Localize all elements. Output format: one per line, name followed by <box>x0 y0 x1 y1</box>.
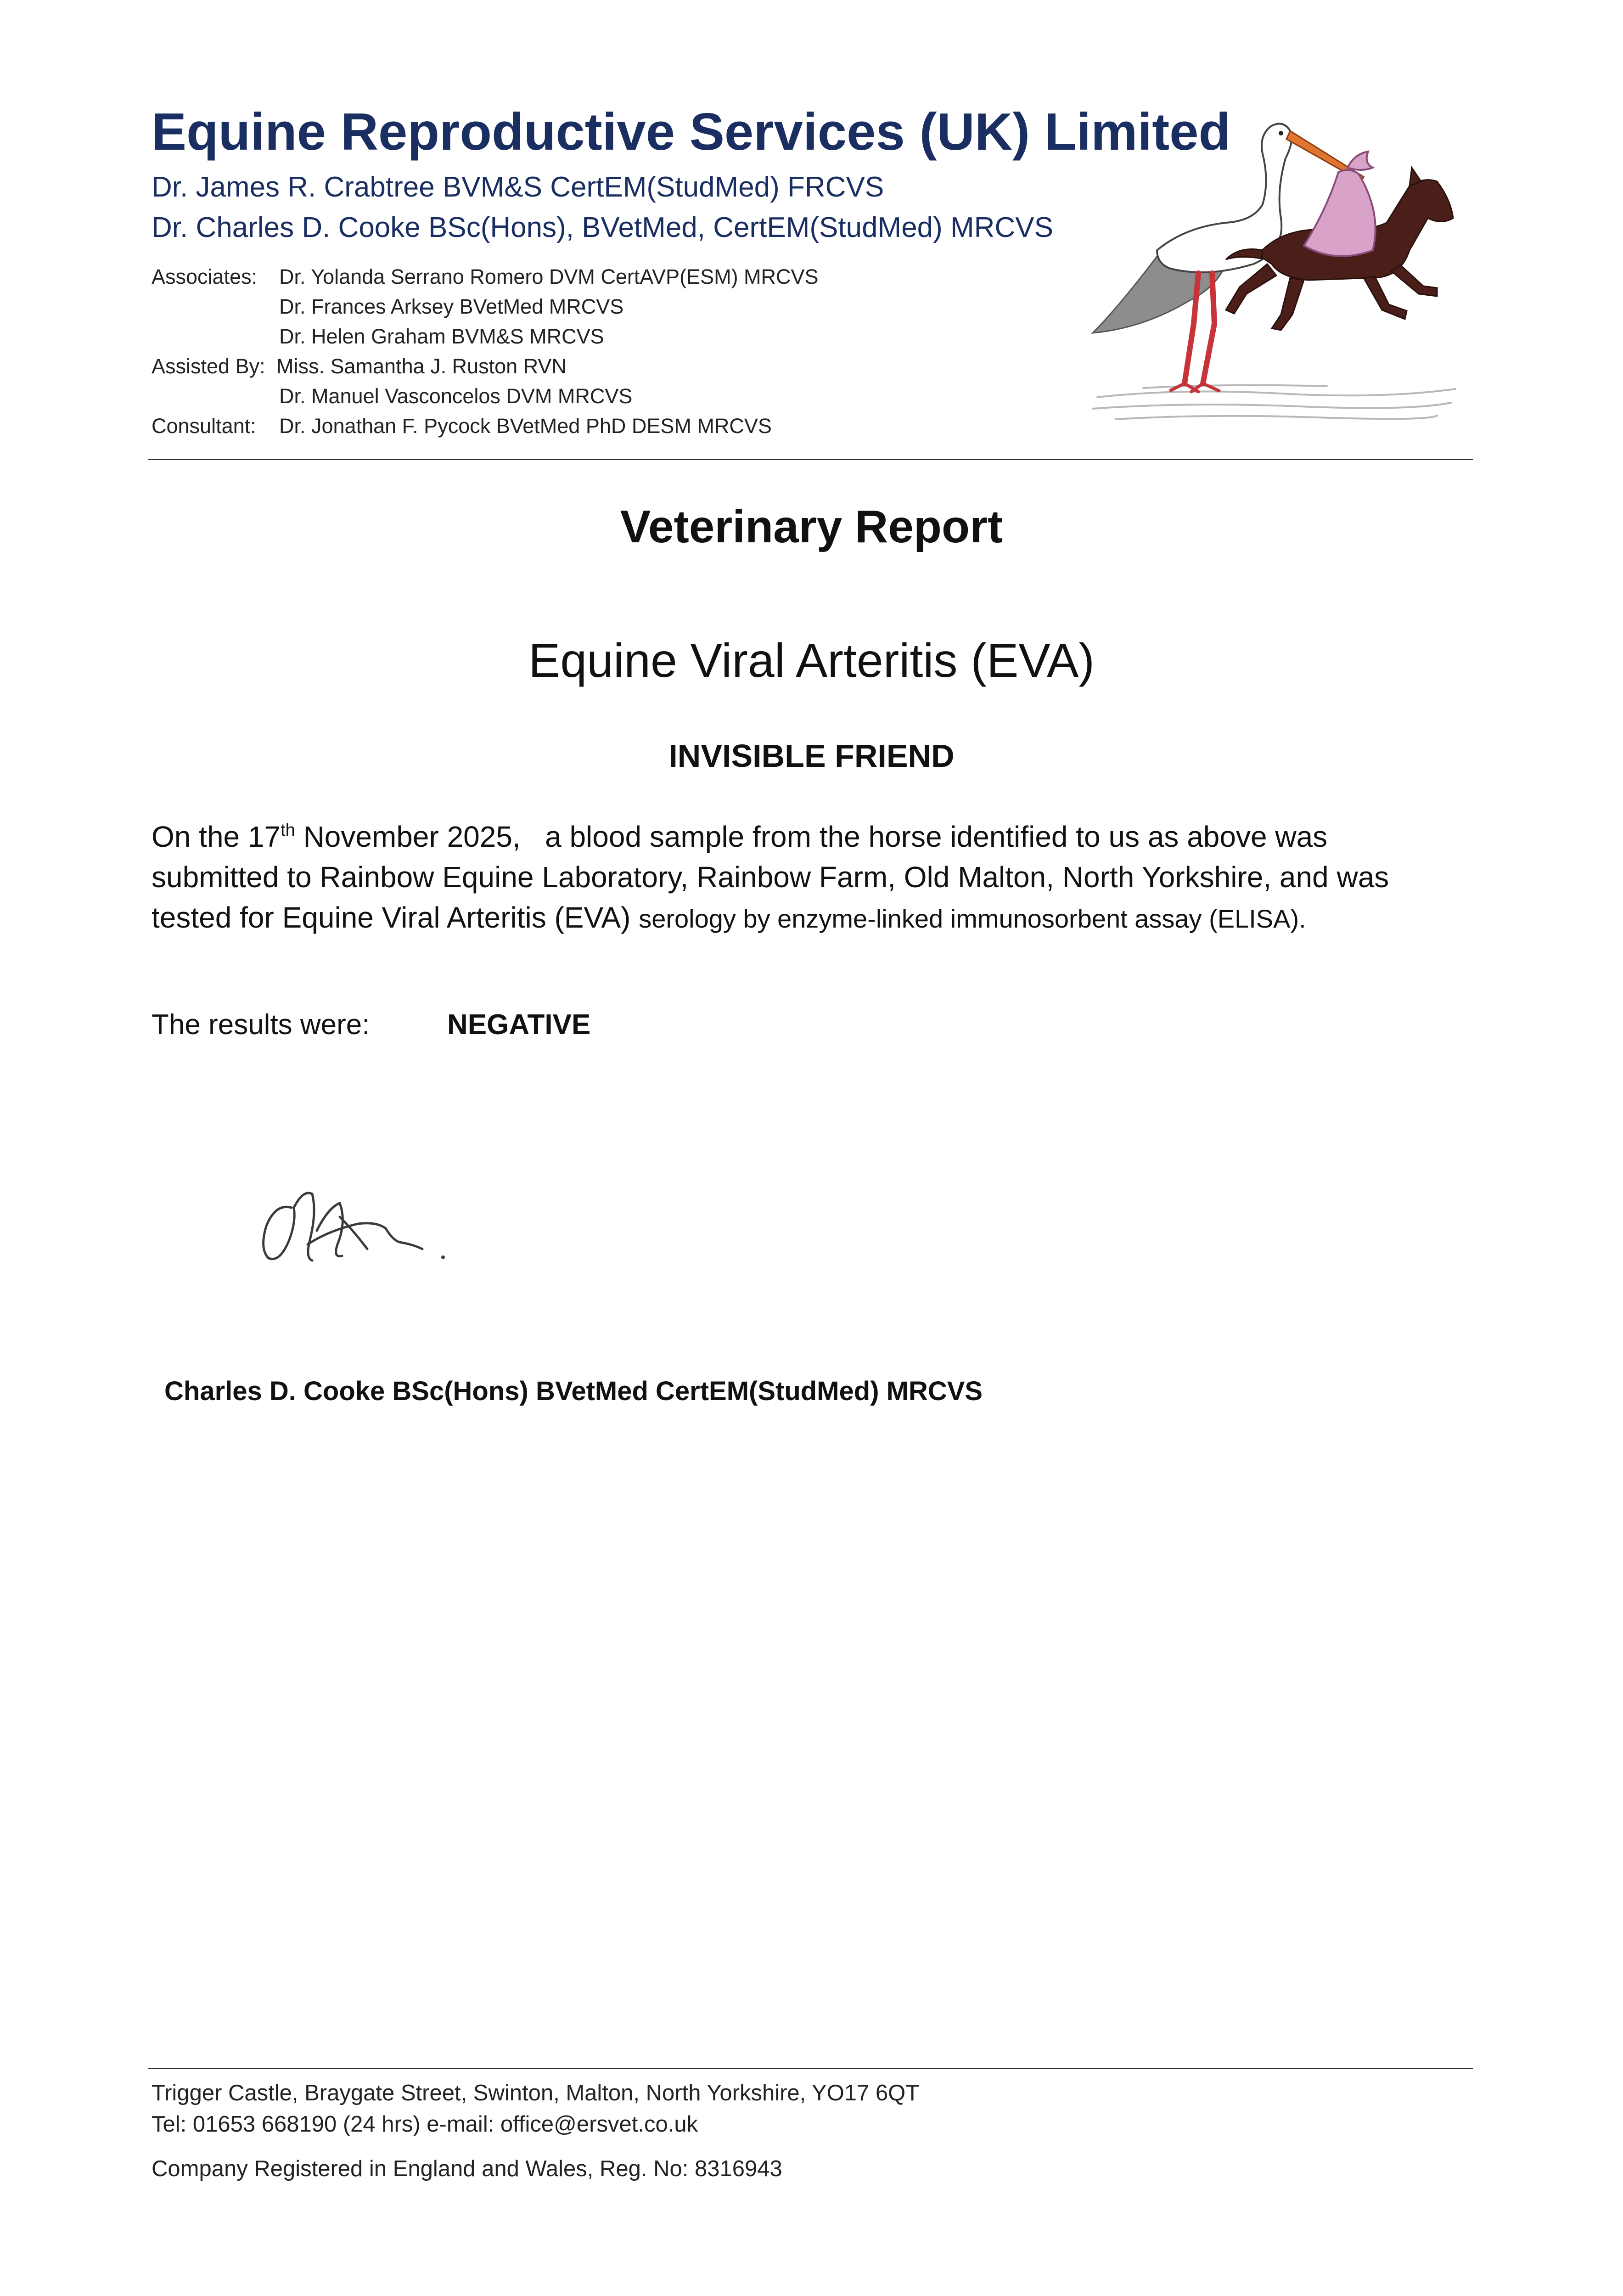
report-title: Veterinary Report <box>620 501 1003 552</box>
stork-eye <box>1279 131 1283 135</box>
date-prefix: On the 17 <box>152 820 281 853</box>
date-ordinal: th <box>281 821 295 840</box>
signatory-name: Charles D. Cooke BSc(Hons) BVetMed CertEM(StudMed) MRCVS <box>164 1376 983 1406</box>
assistant-name-2: Dr. Manuel Vasconcelos DVM MRCVS <box>279 384 633 408</box>
partner-name-2: Dr. Charles D. Cooke BSc(Hons), BVetMed, CertEM(StudMed) MRCVS <box>152 212 1053 243</box>
blanket-knot <box>1348 152 1373 170</box>
associate-name-3: Dr. Helen Graham BVM&S MRCVS <box>279 325 604 348</box>
footer-contact: Tel: 01653 668190 (24 hrs) e-mail: office@ersvet.co.uk <box>152 2112 698 2137</box>
consultant-name: Dr. Jonathan F. Pycock BVetMed PhD DESM MRCVS <box>279 414 772 438</box>
horse-name: INVISIBLE FRIEND <box>668 738 955 774</box>
paragraph-line-3 <box>152 897 1483 939</box>
paragraph-line-2: submitted to Rainbow Equine Laboratory, Rainbow Farm, Old Malton, North Yorkshire, and was <box>152 861 1389 894</box>
associate-name-1: Dr. Yolanda Serrano Romero DVM CertAVP(ESM) MRCVS <box>279 265 819 288</box>
report-subtitle: Equine Viral Arteritis (EVA) <box>528 634 1095 687</box>
company-name: Equine Reproductive Services (UK) Limited <box>152 103 1231 161</box>
partner-name-1: Dr. James R. Crabtree BVM&S CertEM(StudMed) FRCVS <box>152 171 884 203</box>
results-label: The results were: <box>152 1009 370 1041</box>
ground-strokes <box>1093 385 1455 419</box>
footer-registration: Company Registered in England and Wales, Reg. No: 8316943 <box>152 2156 782 2181</box>
stork-carrying-foal-logo <box>1088 113 1474 434</box>
paragraph-line-1 <box>152 816 1483 857</box>
paragraph-line-3b: serology by enzyme-linked immunosorbent assay (ELISA). <box>639 904 1306 933</box>
associates-label: Associates: <box>152 265 258 288</box>
paragraph-line-3a: tested for Equine Viral Arteritis (EVA) <box>152 901 639 934</box>
report-paragraph <box>152 816 1483 939</box>
footer-divider <box>148 2068 1473 2069</box>
handwritten-signature <box>248 1176 468 1281</box>
assistant-name-1: Miss. Samantha J. Ruston RVN <box>276 355 567 378</box>
date-rest: November 2025, a blood sample from the horse identified to us as above was <box>295 820 1328 853</box>
results-value: NEGATIVE <box>447 1009 591 1041</box>
assisted-label: Assisted By: <box>152 355 265 378</box>
associate-name-2: Dr. Frances Arksey BVetMed MRCVS <box>279 295 624 318</box>
consultant-label: Consultant: <box>152 414 256 438</box>
footer-address: Trigger Castle, Braygate Street, Swinton, Malton, North Yorkshire, YO17 6QT <box>152 2081 920 2105</box>
header-divider <box>148 459 1473 460</box>
pink-blanket <box>1304 170 1376 256</box>
